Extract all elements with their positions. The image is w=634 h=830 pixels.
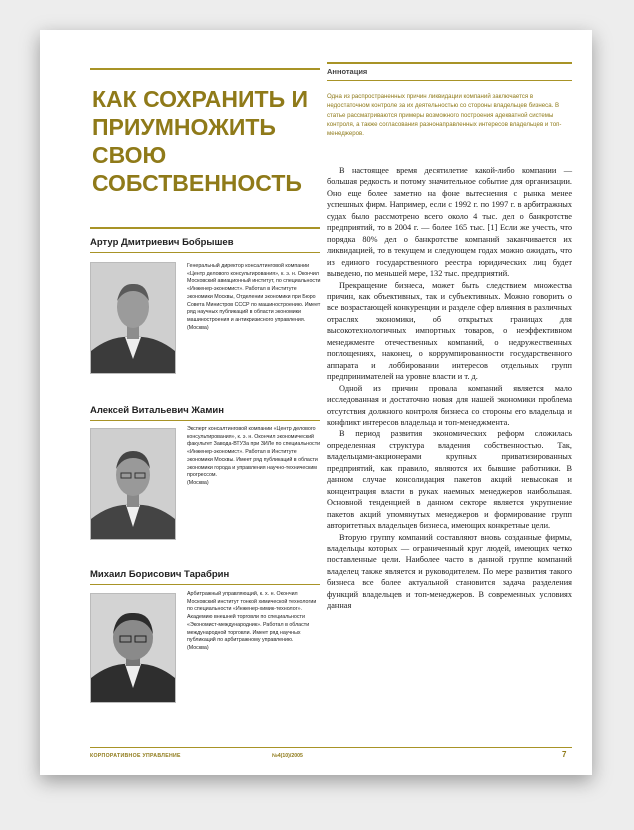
author-photo [90, 262, 176, 374]
author-bio-text: Арбитражный управляющий, к. х. н. Окончил Московский институт тонкой химической технологии по специальности «Инженер-химик-технолог». Академию внешней торговли по специальности «Экономист-международник». Работал в области международной торговли. Имеет ряд научных публикаций по арбитражному управлению. [187, 591, 317, 644]
author-rule [90, 420, 320, 421]
portrait-image [91, 429, 175, 539]
portrait-image [91, 594, 175, 702]
article-title: КАК СОХРАНИТЬ И ПРИУМНОЖИТЬ СВОЮ СОБСТВЕННОСТЬ [92, 86, 309, 196]
footer-rule [90, 747, 572, 748]
annotation-rule [327, 80, 572, 81]
author-bio [187, 426, 321, 488]
annotation-heading: Аннотация [327, 67, 368, 76]
body-paragraph: Прекращение бизнеса, может быть следствием множества причин, как объективных, так и субъективных. Можно говорить о все возрастающей конкуренции и разделе сфер влияния в различных отраслях экономики, об открытых границах для высокотехнологичных импортных товаров, о неэффективном менеджменте отечественных компаний, о недружественных поглощениях, наконец, о коррумпированности государственного аппарата и лоббировании интересов отдельных групп предпринимателей на уровне власти и т. д. [327, 280, 572, 382]
author-photo [90, 593, 176, 703]
author-city: (Москва) [187, 644, 209, 651]
author-name: Алексей Витальевич Жамин [90, 405, 224, 416]
author-bio [187, 263, 321, 332]
author-bio [187, 591, 321, 653]
body-paragraph: В период развития экономических реформ сложилась определенная структура владения собственностью. Так, владельцами-акционерами крупных приватизированных предприятий, как правило, являются их бывшие работники. В данном случае консолидация пакетов акций невысокая и концентрация власти в руках наемных менеджеров наибольшая. Основной тенденцией в данном секторе является укрупнение пакетов акций упомянутых менеджеров и формирование групп авторитетных владельцев бизнеса, имеющих конкретные цели. [327, 429, 572, 531]
title-top-rule [90, 68, 320, 70]
author-bio-text: Генеральный директор консалтинговой компании «Центр делового консультирования», к. э. н. Окончил Московский авиационный институт, по специальности «Инженер-экономист». Работал в Институте экономики Москвы, Отделении экономики при Бюро Совета Министров СССР по машиностроению. Имеет ряд научных публикаций в области экономики машиностроения и антикризисного управления. [187, 263, 321, 323]
body-paragraph: Вторую группу компаний составляют вновь созданные фирмы, владельцы которых — ограниченный круг людей, имеющих четко поставленные цели. Наиболее часто в данной группе компаний владелец также является и руководителем. По мере развития такого бизнеса все более актуальной становится задача разделения функций владельцев и топ-менеджеров. В современных условиях данная [327, 532, 572, 611]
author-bio-text: Эксперт консалтинговой компании «Центр делового консультирования», к. э. н. Окончил экономический факультет Завода-ВТУЗа при ЗИЛе по специальности «Инженер-экономист». Работал в Институте экономики Москвы. Имеет ряд публикаций в области экономики города и управления научно-техническим прогрессом. [187, 426, 321, 479]
author-rule [90, 584, 320, 585]
annotation-text: Одна из распространенных причин ликвидации компаний заключается в недостаточном контроле за их деятельностью со стороны владельцев бизнеса. В статье рассматриваются примеры возможного построения адекватной системы контроля, а также согласования разнонаправленных интересов владельцев и топ-менеджеров. [327, 93, 562, 138]
annotation-top-rule [327, 62, 572, 64]
magazine-page [40, 30, 592, 775]
author-rule [90, 252, 320, 253]
title-bottom-rule [90, 227, 320, 229]
author-city: (Москва) [187, 479, 209, 486]
author-photo [90, 428, 176, 540]
article-body [327, 165, 572, 612]
footer-journal: КОРПОРАТИВНОЕ УПРАВЛЕНИЕ [90, 753, 181, 759]
portrait-image [91, 263, 175, 373]
footer-issue: №4(10)/2005 [272, 753, 303, 759]
page-number: 7 [562, 750, 567, 759]
author-name: Артур Дмитриевич Бобрышев [90, 237, 234, 248]
author-name: Михаил Борисович Тарабрин [90, 569, 230, 580]
body-paragraph: Одной из причин провала компаний является мало исследованная и достаточно новая для нашей экономики проблема отсутствия должного контроля бизнеса со стороны его владельца и конфликт интересов владельца и топ-менеджмента. [327, 383, 572, 427]
author-city: (Москва) [187, 324, 209, 331]
body-paragraph: В настоящее время десятилетие какой-либо компании — большая редкость и потому значительное событие для организации. Оно еще более заметно на фоне вытеснения с рынка менее успешных фирм. Например, если с 1992 г. по 1997 г. в арбитражных судах было рассмотрено всего около 4 тыс. дел о банкротстве предприятий, то в 2004 г. — более 165 тыс. [1] Если же учесть, что порядка 80% дел о банкротстве компаний заканчивается их ликвидацией, то в текущем и следующем годах можно ожидать, что из единого государственного реестра юридических лиц будет выведено, по меньшей мере, 132 тыс. предприятий. [327, 166, 572, 279]
